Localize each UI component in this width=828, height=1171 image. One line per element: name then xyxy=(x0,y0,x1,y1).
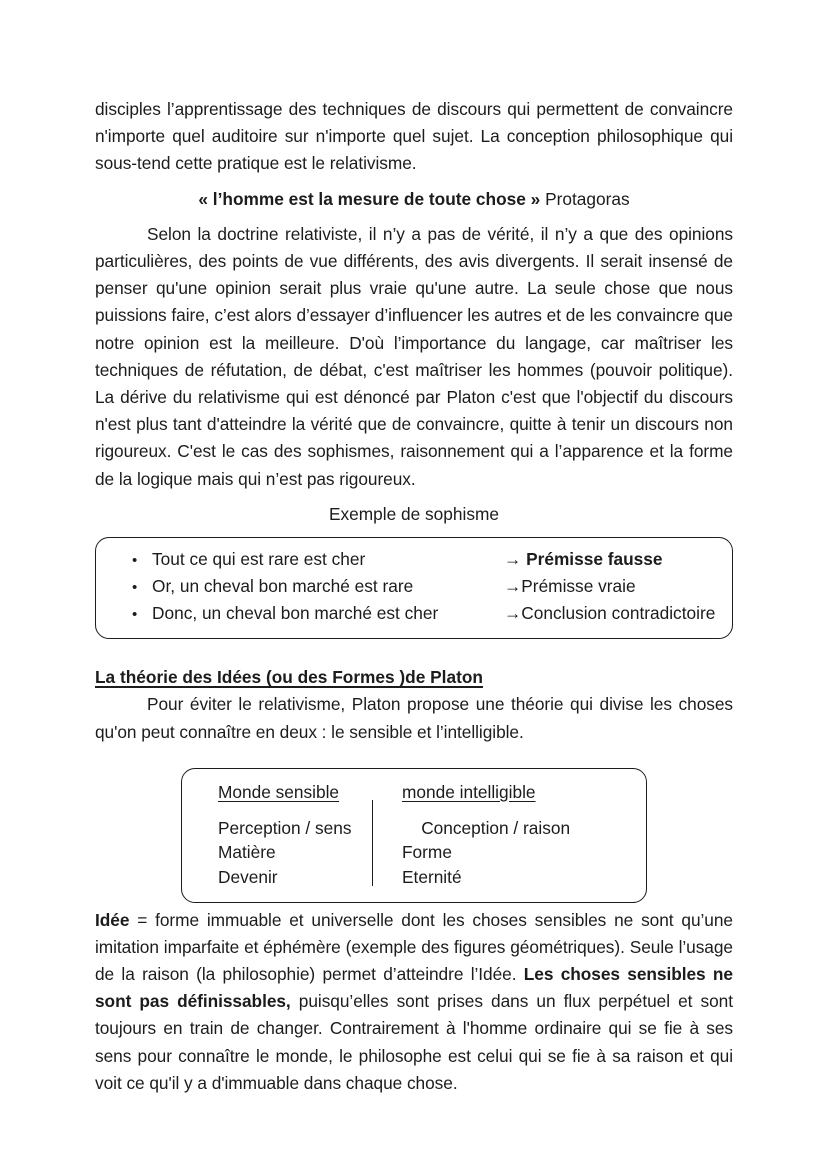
bullet-icon: • xyxy=(132,552,138,570)
protagoras-quotation-line xyxy=(95,178,733,221)
sophism-example-box xyxy=(95,537,733,639)
sophism-row xyxy=(110,601,718,628)
two-worlds-box-wrapper xyxy=(95,768,733,903)
idea-term: Idée xyxy=(95,909,130,930)
two-worlds-body xyxy=(182,816,646,890)
sophism-verdict-text: →Prémisse vraie xyxy=(504,575,636,596)
intelligible-world-item: Forme xyxy=(402,842,452,863)
idea-definition-paragraph xyxy=(95,907,733,1097)
intelligible-world-item: Eternité xyxy=(402,867,462,888)
relativism-paragraph: Selon la doctrine relativiste, il n’y a pas de vérité, il n’y a que des opinions particulières, des points de vue différents, des avis divergents. Il serait insensé de penser qu'une opinion serait plus vraie qu'une autre. La seule chose que nous puissions faire, c’est alors d’essayer d’influencer les autres et de les convaincre que notre opinion est la meilleure. D'où l’importance du langage, car maîtriser les techniques de réfutation, de débat, c'est maîtriser les hommes (pouvoir politique). La dérive du relativisme qui est dénoncé par Platon c'est que l'objectif du discours n'est plus tant d'atteindre la vérité que de convaincre, quitte à tenir un discours non rigoureux. C'est le cas des sophismes, raisonnement qui a l’apparence et la forme de la logique mais qui n’est pas rigoureux. xyxy=(95,223,733,489)
bullet-icon: • xyxy=(132,578,138,596)
sophism-caption: Exemple de sophisme xyxy=(328,503,500,524)
column-divider-line xyxy=(372,800,373,886)
two-worlds-row xyxy=(182,816,646,841)
intelligible-world-item: Conception / raison xyxy=(402,817,571,838)
sophism-row xyxy=(110,574,718,601)
sophism-premise-text: Donc, un cheval bon marché est cher xyxy=(152,602,439,623)
two-worlds-row xyxy=(182,865,646,890)
sophism-row xyxy=(110,547,718,574)
two-worlds-header-row xyxy=(182,779,646,816)
sophism-verdict-text: → Prémisse fausse xyxy=(504,549,663,570)
sensible-world-item: Perception / sens xyxy=(218,817,352,838)
theory-section-heading-text: La théorie des Idées (ou des Formes )de Platon xyxy=(95,667,483,688)
sensible-world-item: Matière xyxy=(218,842,276,863)
intelligible-world-header: monde intelligible xyxy=(402,781,536,802)
bullet-icon: • xyxy=(132,605,138,623)
sensible-world-item: Devenir xyxy=(218,867,278,888)
idea-tail-text: puisqu’elles sont prises dans un flux perpétuel et sont toujours en train de changer. Contrairement à l'homme ordinaire qui se fie à ses sens pour connaître le monde, le philosophe est celui qui se fie à sa raison et qui voit ce qu'il y a d'immuable dans chaque chose. xyxy=(95,991,733,1093)
theory-paragraph: Pour éviter le relativisme, Platon propose une théorie qui divise les choses qu'on peut connaître en deux : le sensible et l’intelligible. xyxy=(95,694,733,742)
document-content xyxy=(95,96,733,1097)
sophism-verdict-text: →Conclusion contradictoire xyxy=(504,602,716,623)
intro-paragraph: disciples l’apprentissage des techniques de discours qui permettent de convaincre n'importe quel auditoire sur n'importe quel sujet. La conception philosophique qui sous-tend cette pratique est le relativisme. xyxy=(95,99,733,174)
theory-section-heading xyxy=(95,639,733,691)
protagoras-author: Protagoras xyxy=(540,188,630,209)
protagoras-quote-text: « l’homme est la mesure de toute chose » xyxy=(198,188,541,209)
two-worlds-box xyxy=(181,768,647,903)
sophism-premise-text: Tout ce qui est rare est cher xyxy=(152,549,366,570)
two-worlds-row xyxy=(182,840,646,865)
idea-definition-text: = forme immuable et universelle dont les choses sensibles ne sont qu’une imitation imparfaite et éphémère (exemple des figures géométriques). Seule l’usage de la raison (la philosophie) permet d’atteindre l’Idée. xyxy=(95,909,733,985)
idea-emphasis-text: Les choses sensibles ne sont pas définissables, xyxy=(95,964,733,1012)
sophism-premise-text: Or, un cheval bon marché est rare xyxy=(152,575,414,596)
sensible-world-header: Monde sensible xyxy=(218,781,340,802)
